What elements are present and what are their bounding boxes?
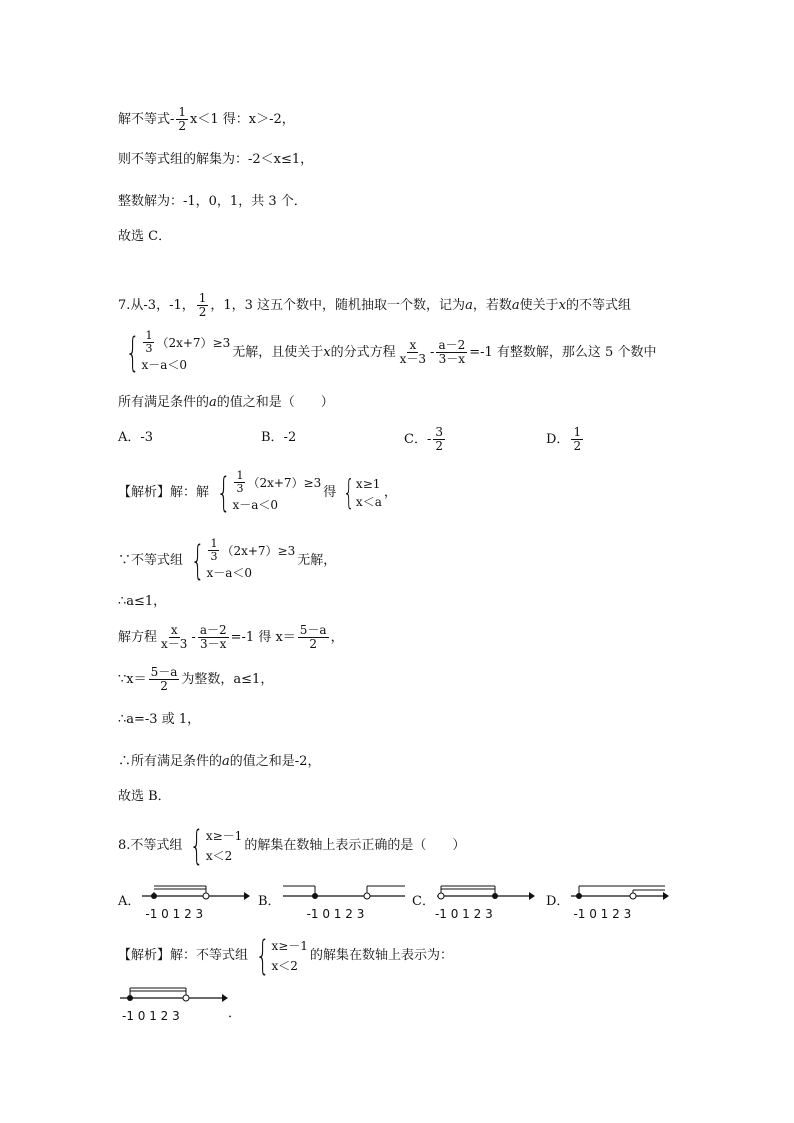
numerator: 5－a bbox=[299, 623, 327, 637]
solution-7-line-7 bbox=[118, 752, 320, 772]
text: （2x+7）≥3 bbox=[156, 335, 231, 350]
numerator: a－2 bbox=[438, 338, 466, 352]
variable-a: a bbox=[222, 754, 230, 769]
question-7-line-1 bbox=[118, 292, 631, 319]
numerator: 1 bbox=[210, 537, 218, 550]
denominator: 2 bbox=[573, 439, 582, 453]
brace: { bbox=[190, 537, 205, 584]
fraction bbox=[208, 538, 219, 563]
numerator: a－2 bbox=[199, 623, 227, 637]
minus: - bbox=[430, 344, 435, 360]
option-label: A． bbox=[118, 894, 141, 909]
option-label: C． bbox=[412, 894, 435, 909]
number-line-d bbox=[569, 880, 669, 924]
denominator: 3 bbox=[145, 342, 153, 355]
system-row-2: x＜2 bbox=[205, 849, 233, 863]
question-7-line-2 bbox=[118, 330, 656, 375]
text: ，若数 bbox=[472, 297, 512, 313]
solution-line-2: 则不等式组的解集为：-2＜x≤1， bbox=[118, 152, 314, 167]
question-8-line-1 bbox=[118, 823, 466, 869]
numerator: 1 bbox=[145, 329, 153, 342]
system-row-2: x＜a bbox=[355, 494, 382, 509]
fraction bbox=[143, 330, 154, 355]
question-7-line-3 bbox=[118, 393, 334, 413]
number-line-c bbox=[435, 880, 535, 924]
minus: - bbox=[191, 629, 196, 645]
system-row-1: x≥－1 bbox=[271, 939, 308, 953]
variable-a: a bbox=[465, 297, 473, 313]
text: ∴所有满足条件的 bbox=[118, 754, 223, 769]
text: 无解，且使关于 bbox=[232, 344, 324, 360]
system-row-2: x＜2 bbox=[271, 959, 298, 973]
number-line-b bbox=[281, 880, 411, 924]
text: 得 bbox=[323, 484, 337, 500]
inequality-system bbox=[250, 933, 308, 979]
solved-system bbox=[338, 472, 382, 513]
solution-7-line-3: ∴a≤1， bbox=[118, 594, 167, 609]
text: 无解， bbox=[297, 552, 337, 568]
fraction bbox=[198, 624, 229, 651]
option-label: B． bbox=[258, 894, 281, 909]
brace: { bbox=[190, 823, 205, 869]
denominator: x－3 bbox=[161, 637, 188, 651]
text: x＜1 得：x＞-2， bbox=[190, 111, 295, 127]
solution-8-line-2 bbox=[118, 984, 241, 1026]
tick-labels: -1 0 1 2 3 bbox=[573, 907, 632, 921]
fraction bbox=[234, 470, 245, 495]
q8-option-b bbox=[258, 880, 411, 924]
option-b: B．-2 bbox=[261, 430, 297, 445]
denominator: 3－x bbox=[200, 637, 227, 651]
numerator: 3 bbox=[435, 425, 443, 439]
variable-x: x bbox=[558, 297, 566, 313]
solution-8-line-1 bbox=[118, 933, 453, 979]
option-c bbox=[404, 426, 447, 453]
numerator: 1 bbox=[236, 469, 244, 482]
solution-line-1 bbox=[118, 106, 295, 133]
option-d bbox=[546, 426, 585, 453]
brace: { bbox=[216, 469, 231, 516]
fraction bbox=[159, 624, 189, 651]
text: =-1 有整数解，那么这 5 个数中 bbox=[469, 344, 657, 360]
text: 解方程 bbox=[118, 629, 158, 645]
numerator: 5－a bbox=[150, 665, 178, 679]
text: D． bbox=[546, 431, 570, 447]
variable-x: x bbox=[323, 344, 331, 360]
inequality-system bbox=[120, 330, 230, 375]
solution-7-line-2 bbox=[118, 538, 336, 583]
denominator: 3 bbox=[210, 550, 218, 563]
text: 的解集在数轴上表示正确的是（ ） bbox=[244, 838, 466, 853]
numerator: 1 bbox=[198, 291, 207, 305]
tick-labels: -1 0 1 2 3 bbox=[145, 907, 204, 921]
system-row-2: x－a＜0 bbox=[232, 498, 279, 512]
brace: { bbox=[343, 472, 356, 513]
text: ． bbox=[228, 1006, 242, 1021]
text: 的值之和是（ ） bbox=[216, 395, 334, 410]
denominator: x－3 bbox=[399, 352, 427, 366]
solution-7-line-4 bbox=[118, 624, 344, 651]
fraction bbox=[433, 426, 445, 453]
q8-option-d bbox=[546, 880, 669, 924]
denominator: 3 bbox=[236, 482, 244, 495]
text: ， bbox=[383, 484, 397, 500]
system-row-1: x≥－1 bbox=[205, 829, 243, 843]
solution-line-3: 整数解为：-1，0，1，共 3 个． bbox=[118, 194, 307, 209]
denominator: 2 bbox=[309, 637, 317, 651]
text: =-1 得 x＝ bbox=[230, 629, 296, 645]
text: ∵不等式组 bbox=[118, 552, 184, 568]
system-row-2: x－a＜0 bbox=[206, 566, 253, 580]
denominator: 2 bbox=[160, 679, 168, 693]
text: 的不等式组 bbox=[565, 297, 631, 313]
tick-labels: -1 0 1 2 3 bbox=[122, 1009, 180, 1023]
tick-labels: -1 0 1 2 3 bbox=[434, 907, 493, 921]
number-line-answer bbox=[118, 984, 228, 1026]
fraction-one-half bbox=[197, 292, 209, 319]
text: （2x+7）≥3 bbox=[247, 475, 322, 490]
fraction bbox=[398, 339, 428, 366]
numerator: x bbox=[170, 623, 178, 637]
variable-a: a bbox=[209, 395, 217, 410]
numerator: 1 bbox=[573, 425, 582, 439]
fraction bbox=[436, 339, 467, 366]
denominator: 2 bbox=[435, 439, 443, 453]
brace: { bbox=[255, 933, 270, 979]
number-line-a bbox=[140, 880, 250, 924]
text: 8.不等式组 bbox=[118, 838, 183, 853]
system-row-2: x－a＜0 bbox=[141, 358, 188, 372]
text: 使关于 bbox=[519, 297, 559, 313]
option-label: D． bbox=[546, 894, 570, 909]
text: 的值之和是-2， bbox=[229, 754, 321, 769]
text: 的分式方程 bbox=[330, 344, 396, 360]
inequality-system bbox=[184, 823, 243, 869]
variable-a: a bbox=[511, 297, 520, 313]
brace: { bbox=[125, 329, 140, 376]
text: 解不等式- bbox=[118, 111, 175, 127]
text: 7.从-3，-1， bbox=[118, 297, 195, 313]
solution-7-line-1 bbox=[118, 470, 397, 515]
text: ， bbox=[330, 629, 344, 645]
system-row-1: x≥1 bbox=[355, 476, 381, 491]
text: 【解析】解：不等式组 bbox=[118, 948, 249, 963]
inequality-system bbox=[185, 538, 295, 583]
fraction bbox=[571, 426, 583, 453]
text: 【解析】解：解 bbox=[118, 484, 210, 500]
solution-7-line-8: 故选 B． bbox=[118, 789, 171, 804]
text: 的解集在数轴上表示为： bbox=[309, 948, 453, 963]
option-a: A．-3 bbox=[118, 430, 154, 445]
numerator: x bbox=[409, 338, 417, 352]
text: 为整数，a≤1， bbox=[181, 671, 274, 687]
inequality-system bbox=[211, 470, 321, 515]
denominator: 3－x bbox=[438, 352, 466, 366]
solution-7-line-6: ∴a=-3 或 1， bbox=[118, 712, 201, 727]
solution-line-4: 故选 C． bbox=[118, 229, 172, 244]
solution-7-line-5 bbox=[118, 666, 273, 693]
fraction-one-half bbox=[176, 106, 188, 133]
fraction bbox=[149, 666, 180, 693]
text: ，1，3 这五个数中，随机抽取一个数，记为 bbox=[210, 297, 466, 313]
fraction bbox=[298, 624, 329, 651]
text: （2x+7）≥3 bbox=[221, 543, 296, 558]
numerator: 1 bbox=[178, 105, 187, 119]
tick-labels: -1 0 1 2 3 bbox=[306, 907, 365, 921]
denominator: 2 bbox=[178, 119, 187, 133]
q8-option-c bbox=[412, 880, 535, 924]
q8-option-a bbox=[118, 880, 250, 924]
text: ∵x＝ bbox=[118, 671, 147, 687]
text: C．- bbox=[404, 431, 432, 447]
text: 所有满足条件的 bbox=[118, 395, 210, 410]
denominator: 2 bbox=[198, 305, 207, 319]
